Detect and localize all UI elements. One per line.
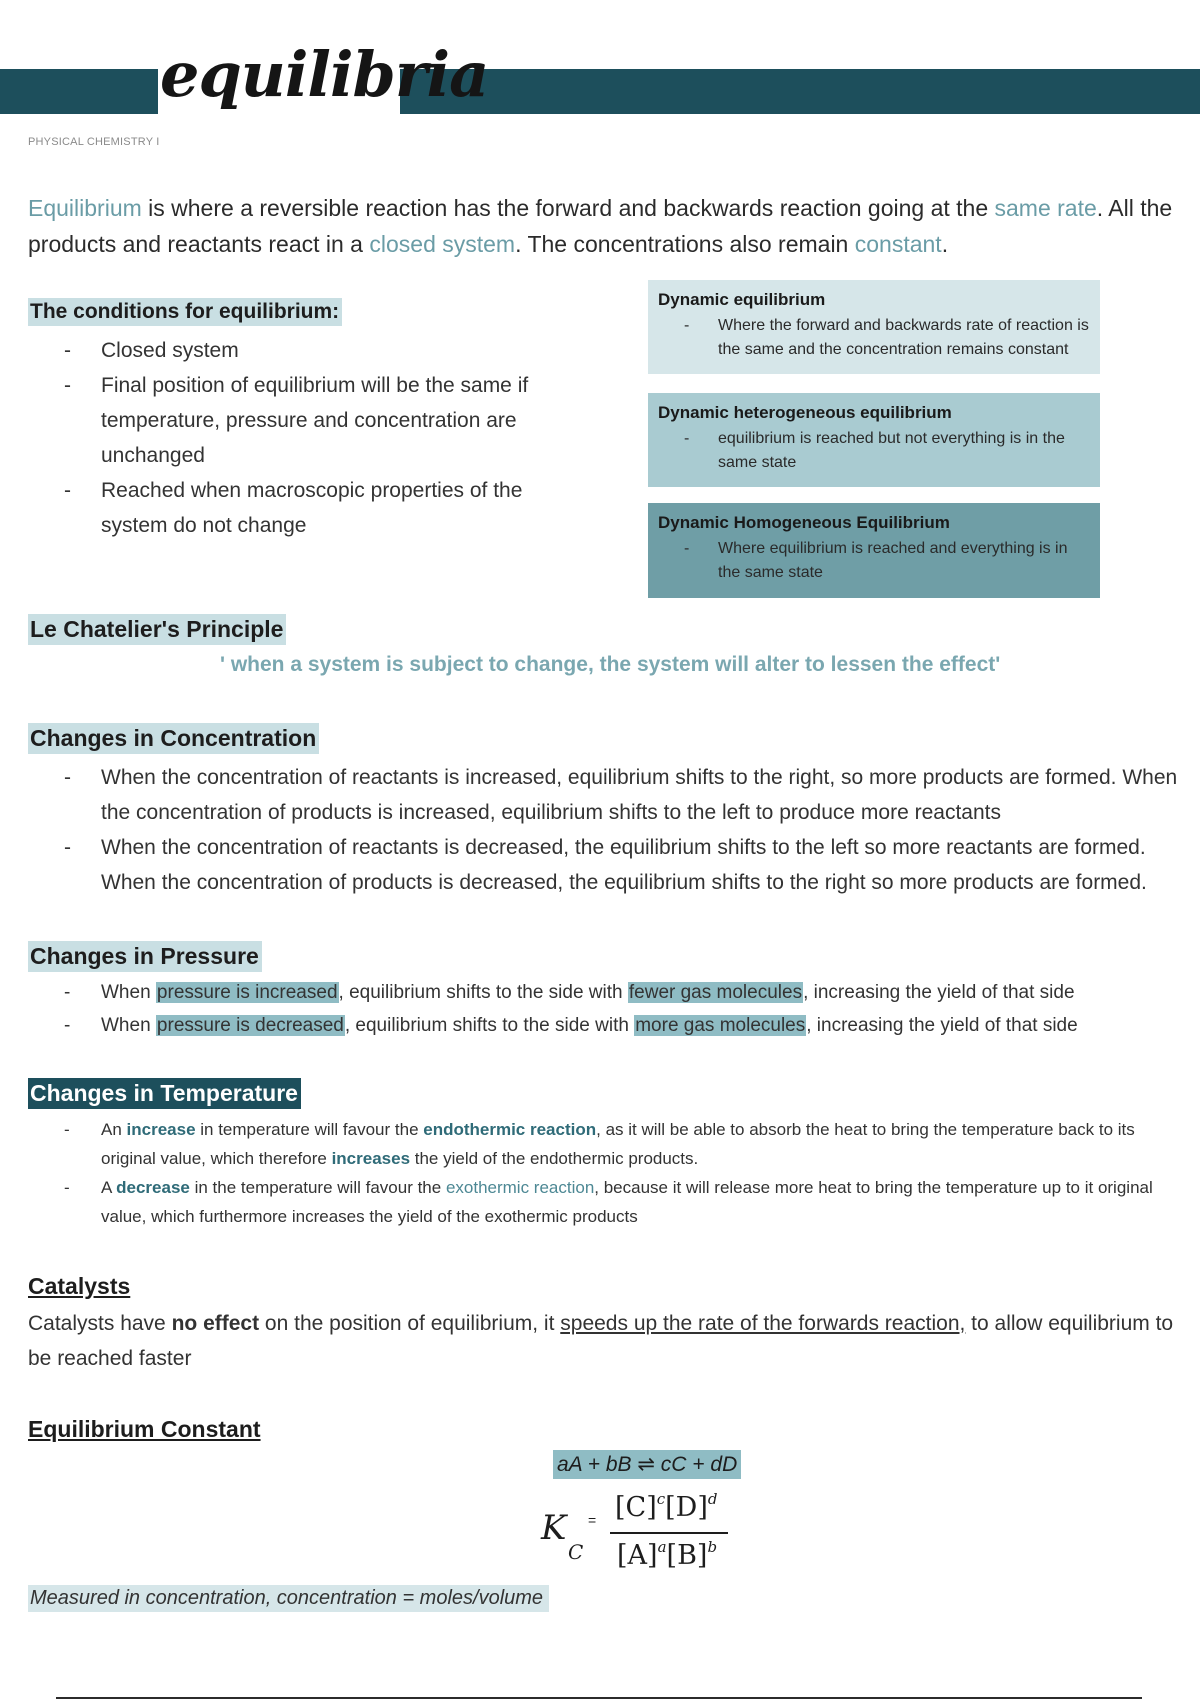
le-chatelier-quote: ' when a system is subject to change, the system will alter to lessen the effect' bbox=[220, 653, 1001, 676]
text: , increasing the yield of that side bbox=[803, 982, 1075, 1003]
catalysts-heading-text: Catalysts bbox=[28, 1273, 131, 1299]
list-item bbox=[28, 976, 1178, 1009]
text: in temperature will favour the bbox=[195, 1120, 424, 1139]
fraction-bar bbox=[610, 1532, 728, 1534]
text: [A] bbox=[617, 1540, 658, 1571]
text: Catalysts have bbox=[28, 1312, 172, 1335]
intro-term-equilibrium: Equilibrium bbox=[28, 195, 142, 221]
equilibrium-constant-heading-text: Equilibrium Constant bbox=[28, 1416, 261, 1442]
intro-paragraph bbox=[28, 190, 1178, 262]
text: , equilibrium shifts to the side with bbox=[344, 1015, 635, 1036]
heterogeneous-equilibrium-box bbox=[648, 393, 1100, 487]
concentration-list bbox=[28, 760, 1178, 900]
text: the yield of the endothermic products. bbox=[410, 1149, 699, 1168]
text: to allow equilibrium to be reached faster bbox=[28, 1312, 1174, 1370]
kc-denominator bbox=[617, 1538, 717, 1571]
list-item bbox=[28, 1009, 1178, 1042]
list-item: - Reached when macroscopic properties of the system do not change bbox=[28, 473, 548, 543]
exponent: d bbox=[707, 1490, 718, 1508]
text: A bbox=[101, 1178, 117, 1197]
underlined-text: speeds up the rate of the forwards reaction, bbox=[560, 1312, 966, 1335]
text: in the temperature will favour the bbox=[189, 1178, 446, 1197]
emphasis: endothermic reaction bbox=[423, 1120, 597, 1139]
pressure-heading-text: Changes in Pressure bbox=[28, 941, 262, 972]
reaction-equation: aA + bB ⇌ cC + dD bbox=[553, 1450, 741, 1479]
temperature-heading bbox=[28, 1078, 301, 1109]
text: [C] bbox=[615, 1492, 657, 1523]
exponent: b bbox=[707, 1538, 718, 1556]
conditions-heading bbox=[28, 298, 342, 326]
emphasis: increases bbox=[331, 1149, 411, 1168]
page-title: equilibria bbox=[160, 38, 489, 111]
list-item bbox=[28, 1173, 1178, 1231]
catalysts-paragraph bbox=[28, 1306, 1178, 1376]
text: on the position of equilibrium, it bbox=[259, 1312, 561, 1335]
concentration-heading bbox=[28, 723, 319, 754]
list-item bbox=[28, 1115, 1178, 1173]
text: , because it will release more heat to bring the temperature up to it original value, which furthermore increases the yield of the exothermic products bbox=[101, 1178, 1153, 1226]
text: [D] bbox=[665, 1492, 708, 1523]
box-text: - equilibrium is reached but not everything is in the same state bbox=[658, 427, 1090, 475]
emphasis: increase bbox=[126, 1120, 196, 1139]
footer-divider bbox=[56, 1697, 1142, 1699]
intro-text: . The concentrations also remain bbox=[515, 231, 855, 257]
box-title: Dynamic equilibrium bbox=[658, 290, 826, 309]
exponent: c bbox=[656, 1490, 666, 1508]
emphasis: no effect bbox=[171, 1312, 260, 1335]
intro-term-same-rate: same rate bbox=[994, 195, 1097, 221]
le-chatelier-heading bbox=[28, 614, 286, 645]
dynamic-equilibrium-box bbox=[648, 280, 1100, 374]
conditions-list bbox=[28, 333, 548, 543]
highlight: more gas molecules bbox=[635, 1015, 806, 1036]
text: When bbox=[101, 982, 156, 1003]
text: , equilibrium shifts to the side with bbox=[338, 982, 628, 1003]
intro-term-closed-system: closed system bbox=[369, 231, 516, 257]
emphasis: exothermic reaction bbox=[445, 1178, 595, 1197]
le-chatelier-heading-text: Le Chatelier's Principle bbox=[28, 614, 286, 645]
header-banner-right bbox=[400, 69, 1200, 114]
conditions-heading-text: The conditions for equilibrium: bbox=[28, 298, 342, 326]
intro-text: . bbox=[941, 231, 949, 257]
equilibrium-constant-heading bbox=[28, 1416, 261, 1443]
concentration-heading-text: Changes in Concentration bbox=[28, 723, 319, 754]
highlight: pressure is decreased bbox=[156, 1015, 344, 1036]
text: When bbox=[101, 1015, 156, 1036]
emphasis: decrease bbox=[116, 1178, 190, 1197]
kc-subscript: C bbox=[568, 1540, 584, 1564]
list-item: - When the concentration of reactants is decreased, the equilibrium shifts to the left so more reactants are formed. When the concentration of products is decreased, the equilibrium shifts to the right so more products are formed. bbox=[28, 830, 1178, 900]
kc-numerator bbox=[615, 1490, 717, 1523]
pressure-heading bbox=[28, 941, 262, 972]
list-item: - Final position of equilibrium will be the same if temperature, pressure and concentration are unchanged bbox=[28, 368, 548, 473]
text: , increasing the yield of that side bbox=[806, 1015, 1078, 1036]
kc-symbol: K bbox=[541, 1508, 567, 1548]
homogeneous-equilibrium-box bbox=[648, 503, 1100, 598]
temperature-heading-text: Changes in Temperature bbox=[28, 1078, 301, 1109]
temperature-list bbox=[28, 1115, 1178, 1231]
highlight: pressure is increased bbox=[156, 982, 338, 1003]
exponent: a bbox=[657, 1538, 667, 1556]
header-banner-left bbox=[0, 69, 158, 114]
box-text: - Where equilibrium is reached and everything is in the same state bbox=[658, 537, 1090, 585]
intro-text: is where a reversible reaction has the forward and backwards reaction going at the bbox=[141, 195, 995, 221]
catalysts-heading bbox=[28, 1273, 130, 1300]
pressure-list bbox=[28, 976, 1178, 1042]
text: [B] bbox=[666, 1540, 708, 1571]
list-item: - Closed system bbox=[28, 333, 548, 368]
kc-equals: = bbox=[588, 1512, 597, 1528]
box-title: Dynamic heterogeneous equilibrium bbox=[658, 403, 952, 422]
intro-term-constant: constant bbox=[854, 231, 942, 257]
measured-note: Measured in concentration, concentration = moles/volume bbox=[28, 1585, 549, 1612]
box-text: - Where the forward and backwards rate of reaction is the same and the concentration remains constant bbox=[658, 314, 1090, 362]
list-item: - When the concentration of reactants is increased, equilibrium shifts to the right, so more products are formed. When the concentration of products is increased, equilibrium shifts to the left to produce more reactants bbox=[28, 760, 1178, 830]
highlight: fewer gas molecules bbox=[628, 982, 803, 1003]
subject-label: PHYSICAL CHEMISTRY I bbox=[28, 136, 160, 148]
box-title: Dynamic Homogeneous Equilibrium bbox=[658, 513, 950, 532]
text: , as it will be able to absorb the heat to bring the temperature back to its original value, which therefore bbox=[101, 1120, 1135, 1168]
text: An bbox=[101, 1120, 127, 1139]
intro-text: . All the products and reactants react in a bbox=[28, 195, 1173, 257]
